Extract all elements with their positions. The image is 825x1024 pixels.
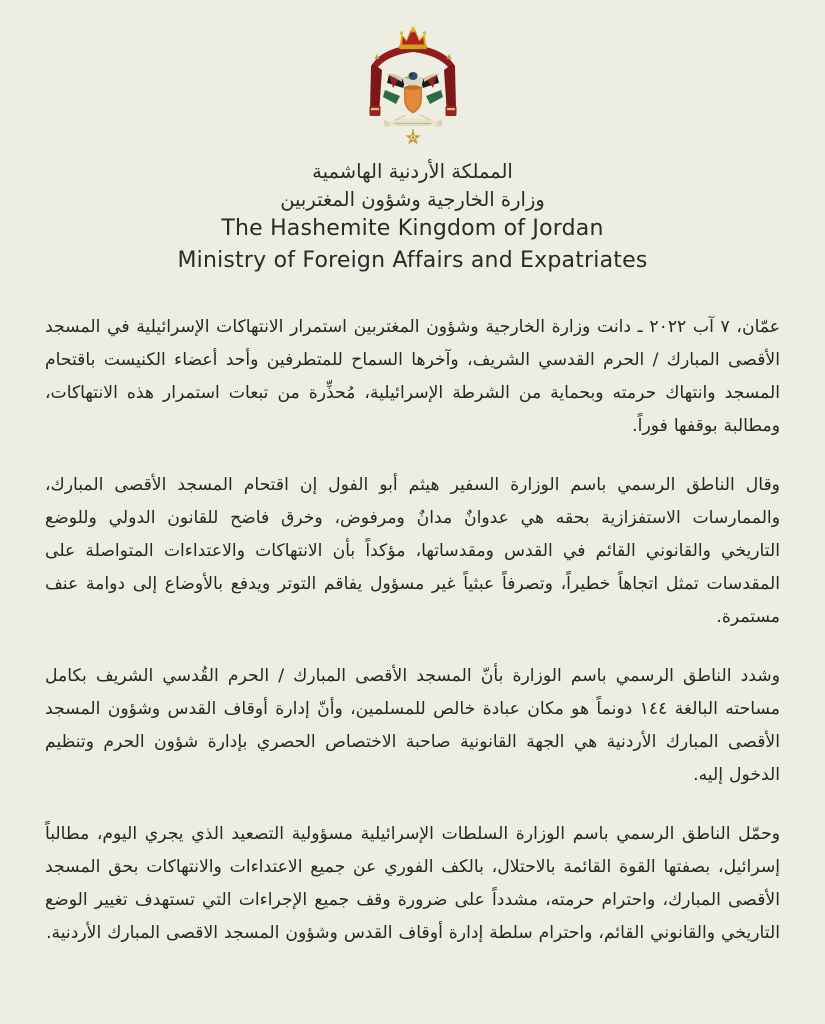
kingdom-name-arabic: المملكة الأردنية الهاشمية [312, 160, 513, 183]
paragraph-1: عمّان، ٧ آب ٢٠٢٢ ـ دانت وزارة الخارجية وشؤون المغتربين استمرار الانتهاكات الإسرائيلية في المسجد الأقصى المبارك / الحرم القدسي الشريف، وآخرها السماح للمتطرفين وأحد أعضاء الكنيست باقتحام المسجد وانتهاك حرمته وبحماية من الشرطة الإسرائيلية، مُحذِّرة من تبعات استمرار هذه الانتهاكات، ومطالبة بوقفها فوراً. [45, 316, 781, 436]
paragraph-4: وحمّل الناطق الرسمي باسم الوزارة السلطات الإسرائيلية مسؤولية التصعيد الذي يجري اليوم، مطالباً إسرائيل، بصفتها القوة القائمة بالاحتلال، بالكف الفوري عن جميع الاعتداءات والانتهاكات بحق المسجد الأقصى المبارك، واحترام حرمته، مشدداً على ضرورة وقف جميع الإجراءات التي تستهدف تغيير الوضع التاريخي والقانوني القائم، واحترام سلطة إدارة أوقاف القدس وشؤون المسجد الاقصى المبارك الأردنية. [45, 823, 780, 943]
ministry-name-english: Ministry of Foreign Affairs and Expatriates [177, 248, 648, 274]
document-header [0, 158, 825, 277]
emblem-container [0, 0, 825, 148]
kingdom-name-english: The Hashemite Kingdom of Jordan [221, 216, 604, 242]
paragraph-2: وقال الناطق الرسمي باسم الوزارة السفير هيثم أبو الفول إن اقتحام المسجد الأقصى المبارك، والممارسات الاستفزازية بحقه هي عدوانٌ مدانٌ ومرفوض، وخرق فاضح للقانون الدولي وللوضع التاريخي والقانوني القائم في القدس ومقدساتها، مؤكداً بأن الانتهاكات والاعتداءات المتواصلة على المقدسات تمثل اتجاهاً خطيراً، وتصرفاً عبثياً غير مسؤول يفاقم التوتر ويدفع بالأوضاع إلى دوامة عنف مستمرة. [45, 474, 780, 627]
paragraph-3: وشدد الناطق الرسمي باسم الوزارة بأنّ المسجد الأقصى المبارك / الحرم القُدسي الشريف بكامل مساحته البالغة ١٤٤ دونماً هو مكان عبادة خالص للمسلمين، وأنّ إدارة أوقاف القدس وشؤون المسجد الأقصى المبارك الأردنية هي الجهة القانونية صاحبة الاختصاص الحصري بإدارة شؤون الحرم وتنظيم الدخول إليه. [45, 665, 780, 785]
statement-body [45, 277, 780, 950]
ministry-name-arabic: وزارة الخارجية وشؤون المغتربين [280, 187, 545, 211]
coat-of-arms-of-jordan-icon [348, 26, 478, 148]
